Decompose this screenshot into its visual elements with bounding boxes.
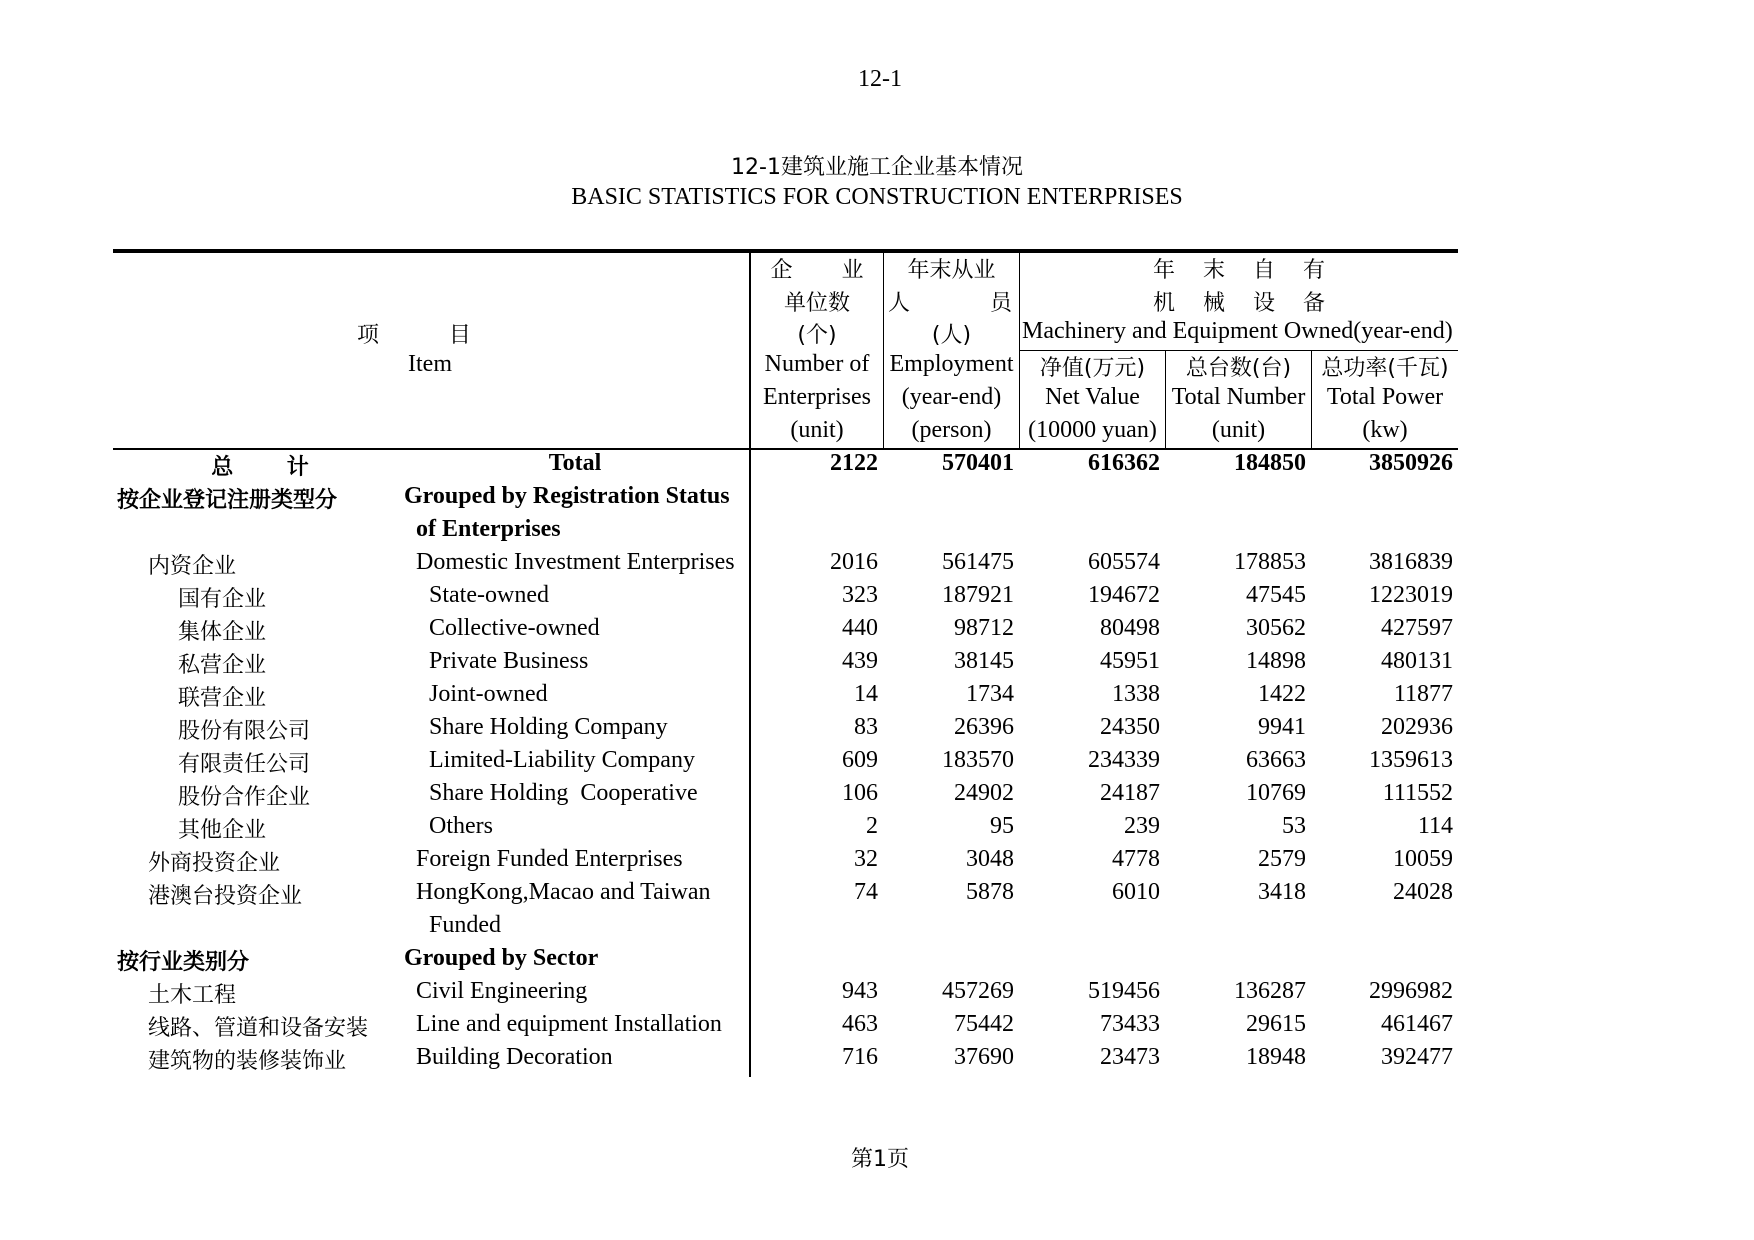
cell-enterprises: 74 xyxy=(854,879,878,905)
cell-employment: 3048 xyxy=(966,846,1014,872)
row-label-cn: 联营企业 xyxy=(178,686,267,711)
header-item-chinese: 项 目 xyxy=(357,323,471,348)
group-sector-english: Grouped by Sector xyxy=(404,945,599,971)
row-label-en: Share Holding Cooperative xyxy=(429,780,698,806)
cell-enterprises: 943 xyxy=(842,978,878,1004)
header-employment-cn-1: 年末从业 xyxy=(907,258,996,283)
cell-net-value: 1338 xyxy=(1112,681,1160,707)
row-label-en: Limited-Liability Company xyxy=(429,747,695,773)
cell-total-number: 178853 xyxy=(1234,549,1306,575)
cell-net-value: 45951 xyxy=(1100,648,1160,674)
cell-employment: 1734 xyxy=(966,681,1014,707)
header-enterprises-cn-3: (个) xyxy=(797,323,837,348)
row-label-en: HongKong,Macao and Taiwan xyxy=(416,879,711,905)
row-label-cn: 私营企业 xyxy=(178,653,267,678)
group-registration-english-2: of Enterprises xyxy=(416,516,561,542)
header-machinery-cn-1: 年 末 自 有 xyxy=(1153,258,1325,283)
header-item-english: Item xyxy=(408,351,452,377)
row-label-en: Foreign Funded Enterprises xyxy=(416,846,683,872)
cell-total-number: 29615 xyxy=(1246,1011,1306,1037)
header-enterprises-en-2: Enterprises xyxy=(763,384,871,410)
cell-enterprises: 323 xyxy=(842,582,878,608)
cell-employment: 75442 xyxy=(954,1011,1014,1037)
header-enterprises-cn-1: 企 业 xyxy=(770,258,864,283)
cell-employment: 95 xyxy=(990,813,1014,839)
header-machinery-cn-2: 机 械 设 备 xyxy=(1153,291,1325,316)
row-label-cn: 集体企业 xyxy=(178,620,267,645)
total-number: 184850 xyxy=(1234,450,1306,476)
cell-total-number: 53 xyxy=(1282,813,1306,839)
cell-enterprises: 106 xyxy=(842,780,878,806)
header-total-number-en-2: (unit) xyxy=(1211,417,1266,443)
cell-total-power: 461467 xyxy=(1381,1011,1453,1037)
cell-total-number: 10769 xyxy=(1246,780,1306,806)
header-employment-en-2: (year-end) xyxy=(901,384,1002,410)
header-net-value-en-2: (10000 yuan) xyxy=(1028,417,1157,443)
row-label-cn: 其他企业 xyxy=(178,818,267,843)
cell-net-value: 23473 xyxy=(1100,1044,1160,1070)
row-label-en: Domestic Investment Enterprises xyxy=(416,549,735,575)
cell-net-value: 194672 xyxy=(1088,582,1160,608)
cell-net-value: 234339 xyxy=(1088,747,1160,773)
cell-total-number: 14898 xyxy=(1246,648,1306,674)
row-label-en-continued: Funded xyxy=(429,912,501,938)
cell-employment: 98712 xyxy=(954,615,1014,641)
cell-total-power: 480131 xyxy=(1381,648,1453,674)
row-label-cn: 建筑物的装修装饰业 xyxy=(148,1049,347,1074)
cell-total-number: 136287 xyxy=(1234,978,1306,1004)
row-label-cn: 线路、管道和设备安装 xyxy=(148,1016,369,1041)
cell-total-power: 427597 xyxy=(1381,615,1453,641)
cell-employment: 37690 xyxy=(954,1044,1014,1070)
cell-total-power: 111552 xyxy=(1382,780,1453,806)
cell-enterprises: 2016 xyxy=(830,549,878,575)
header-total-power-en-1: Total Power xyxy=(1326,384,1444,410)
header-machinery-en: Machinery and Equipment Owned(year-end) xyxy=(1022,318,1453,344)
header-enterprises-en-1: Number of xyxy=(764,351,870,377)
cell-total-power: 11877 xyxy=(1393,681,1453,707)
header-employment-cn-2b: 员 xyxy=(990,291,1013,316)
header-total-number-cn: 总台数(台) xyxy=(1185,356,1292,381)
header-enterprises-en-3: (unit) xyxy=(790,417,844,443)
cell-enterprises: 716 xyxy=(842,1044,878,1070)
cell-enterprises: 83 xyxy=(854,714,878,740)
cell-total-power: 3816839 xyxy=(1369,549,1453,575)
cell-net-value: 4778 xyxy=(1112,846,1160,872)
row-label-en: State-owned xyxy=(429,582,549,608)
cell-employment: 5878 xyxy=(966,879,1014,905)
cell-total-number: 3418 xyxy=(1258,879,1306,905)
header-employment-en-1: Employment xyxy=(889,351,1014,377)
cell-enterprises: 609 xyxy=(842,747,878,773)
page-footer: 第1页 xyxy=(851,1147,909,1172)
cell-net-value: 24187 xyxy=(1100,780,1160,806)
cell-employment: 24902 xyxy=(954,780,1014,806)
row-label-en: Share Holding Company xyxy=(429,714,668,740)
cell-net-value: 519456 xyxy=(1088,978,1160,1004)
row-label-cn: 股份合作企业 xyxy=(178,785,311,810)
page-code: 12-1 xyxy=(858,66,902,92)
row-label-cn: 外商投资企业 xyxy=(148,851,281,876)
title-english: BASIC STATISTICS FOR CONSTRUCTION ENTERPRISES xyxy=(571,184,1183,210)
total-power: 3850926 xyxy=(1369,450,1453,476)
cell-total-power: 10059 xyxy=(1393,846,1453,872)
cell-total-number: 2579 xyxy=(1258,846,1306,872)
cell-enterprises: 463 xyxy=(842,1011,878,1037)
row-label-en: Building Decoration xyxy=(416,1044,613,1070)
header-net-value-cn: 净值(万元) xyxy=(1039,356,1146,381)
header-employment-cn-2a: 人 xyxy=(888,291,911,316)
cell-total-number: 30562 xyxy=(1246,615,1306,641)
cell-total-power: 1359613 xyxy=(1369,747,1453,773)
header-employment-cn-3: (人) xyxy=(931,323,972,348)
cell-enterprises: 14 xyxy=(854,681,878,707)
row-label-en: Collective-owned xyxy=(429,615,600,641)
group-registration-chinese: 按企业登记注册类型分 xyxy=(117,488,338,513)
row-label-en: Line and equipment Installation xyxy=(416,1011,722,1037)
cell-net-value: 80498 xyxy=(1100,615,1160,641)
cell-employment: 457269 xyxy=(942,978,1014,1004)
row-label-cn: 内资企业 xyxy=(148,554,237,579)
cell-total-power: 202936 xyxy=(1381,714,1453,740)
cell-enterprises: 2 xyxy=(866,813,878,839)
group-sector-chinese: 按行业类别分 xyxy=(117,950,250,975)
row-label-cn: 股份有限公司 xyxy=(178,719,311,744)
title-chinese: 12-1建筑业施工企业基本情况 xyxy=(731,155,1023,180)
cell-enterprises: 440 xyxy=(842,615,878,641)
cell-net-value: 24350 xyxy=(1100,714,1160,740)
row-label-en: Private Business xyxy=(429,648,589,674)
total-enterprises: 2122 xyxy=(830,450,878,476)
header-net-value-en-1: Net Value xyxy=(1045,384,1140,410)
total-employment: 570401 xyxy=(942,450,1014,476)
row-label-cn: 国有企业 xyxy=(178,587,267,612)
cell-total-power: 24028 xyxy=(1393,879,1453,905)
total-row-chinese: 总 计 xyxy=(211,455,309,480)
cell-net-value: 73433 xyxy=(1100,1011,1160,1037)
cell-enterprises: 32 xyxy=(854,846,878,872)
row-label-en: Civil Engineering xyxy=(416,978,588,1004)
cell-employment: 26396 xyxy=(954,714,1014,740)
cell-employment: 183570 xyxy=(942,747,1014,773)
header-enterprises-cn-2: 单位数 xyxy=(783,291,850,316)
row-label-cn: 土木工程 xyxy=(148,983,237,1008)
row-label-en: Joint-owned xyxy=(429,681,548,707)
cell-total-power: 2996982 xyxy=(1369,978,1453,1004)
cell-net-value: 605574 xyxy=(1088,549,1160,575)
cell-total-power: 114 xyxy=(1417,813,1453,839)
row-label-en: Others xyxy=(429,813,493,839)
header-total-number-en-1: Total Number xyxy=(1171,384,1306,410)
cell-total-power: 392477 xyxy=(1381,1044,1453,1070)
header-total-power-cn: 总功率(千瓦) xyxy=(1321,356,1449,381)
cell-total-number: 18948 xyxy=(1246,1044,1306,1070)
row-label-cn: 港澳台投资企业 xyxy=(148,884,303,909)
cell-total-number: 1422 xyxy=(1258,681,1306,707)
cell-total-number: 9941 xyxy=(1258,714,1306,740)
cell-net-value: 6010 xyxy=(1112,879,1160,905)
cell-enterprises: 439 xyxy=(842,648,878,674)
header-employment-en-3: (person) xyxy=(911,417,992,443)
cell-net-value: 239 xyxy=(1124,813,1160,839)
row-label-cn: 有限责任公司 xyxy=(178,752,311,777)
header-total-power-en-2: (kw) xyxy=(1362,417,1408,443)
cell-total-power: 1223019 xyxy=(1369,582,1453,608)
total-net-value: 616362 xyxy=(1088,450,1160,476)
cell-total-number: 47545 xyxy=(1246,582,1306,608)
cell-total-number: 63663 xyxy=(1246,747,1306,773)
group-registration-english-1: Grouped by Registration Status xyxy=(404,483,730,509)
cell-employment: 38145 xyxy=(954,648,1014,674)
total-row-english: Total xyxy=(548,450,602,476)
cell-employment: 561475 xyxy=(942,549,1014,575)
cell-employment: 187921 xyxy=(942,582,1014,608)
